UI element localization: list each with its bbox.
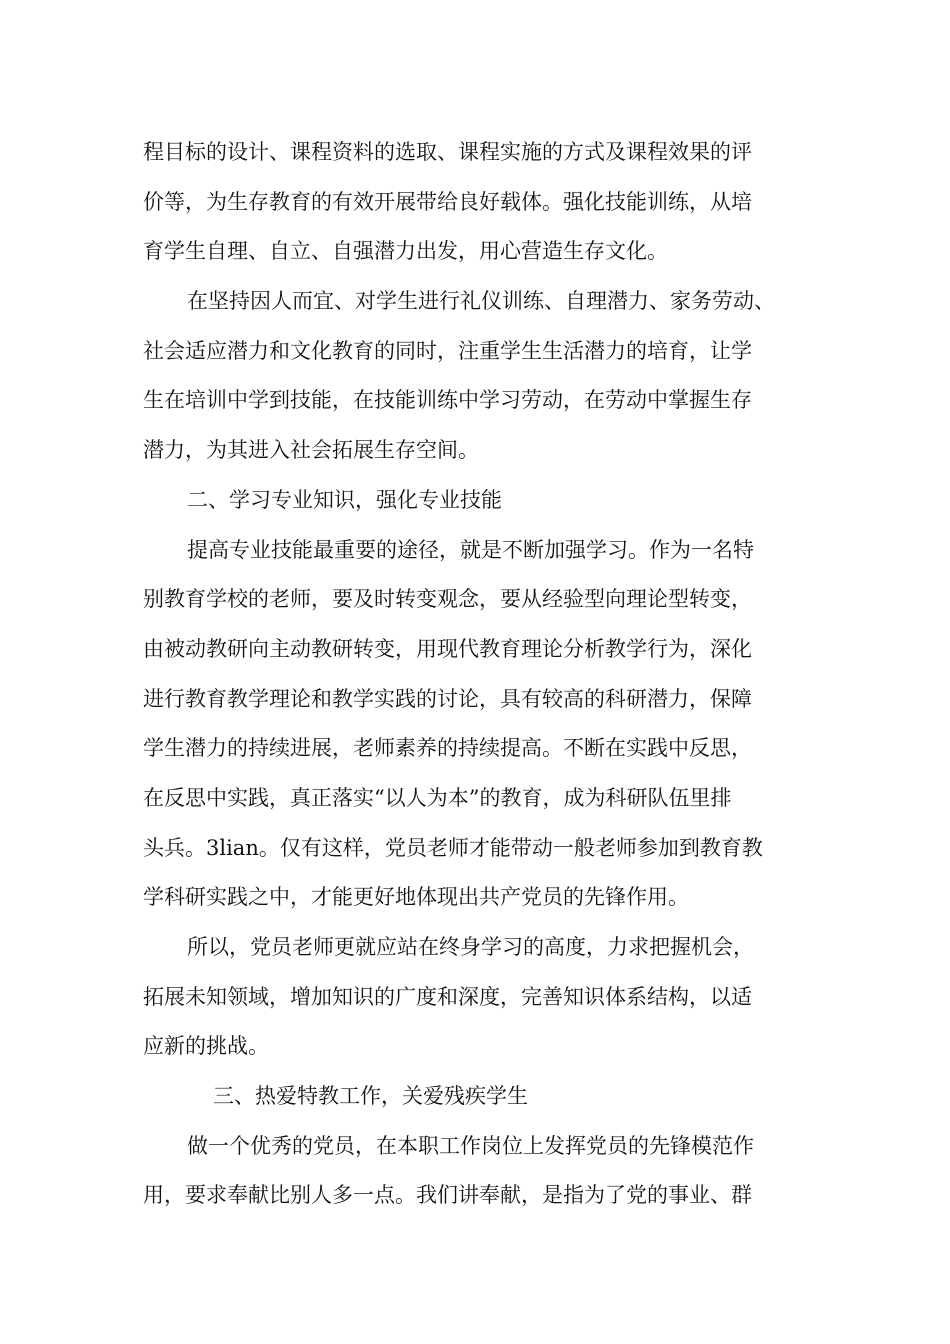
text-line: 在坚持因人而宜、对学生进行礼仪训练、自理潜力、家务劳动、 — [187, 289, 775, 314]
text-line: 学生潜力的持续进展，老师素养的持续提高。不断在实践中反思， — [143, 736, 752, 761]
text-line: 程目标的设计、课程资料的选取、课程实施的方式及课程效果的评 — [143, 140, 752, 164]
text-line: 应新的挑战。 — [143, 1034, 269, 1059]
text-line: 三、热爱特教工作，关爱残疾学生 — [213, 1084, 528, 1109]
text-line: 价等，为生存教育的有效开展带给良好载体。强化技能训练，从培 — [143, 189, 752, 214]
document-body — [143, 128, 833, 1221]
text-line: 生在培训中学到技能，在技能训练中学习劳动，在劳动中掌握生存 — [143, 388, 752, 413]
text-line: 社会适应潜力和文化教育的同时，注重学生生活潜力的培育，让学 — [143, 338, 752, 363]
text-line: 别教育学校的老师，要及时转变观念，要从经验型向理论型转变， — [143, 587, 752, 612]
text-line: 用，要求奉献比别人多一点。我们讲奉献，是指为了党的事业、群 — [143, 1183, 752, 1208]
text-line: 在反思中实践，真正落实“以人为本”的教育，成为科研队伍里排 — [143, 785, 732, 810]
text-line: 做一个优秀的党员，在本职工作岗位上发挥党员的先锋模范作 — [187, 1133, 754, 1158]
text-line: 潜力，为其进入社会拓展生存空间。 — [143, 438, 479, 463]
text-line: 二、学习专业知识，强化专业技能 — [187, 487, 502, 512]
text-line: 所以，党员老师更就应站在终身学习的高度，力求把握机会， — [187, 935, 754, 959]
text-line: 进行教育教学理论和教学实践的讨论，具有较高的科研潜力，保障 — [143, 686, 752, 711]
text-line: 头兵。3lian。仅有这样，党员老师才能带动一般老师参加到教育教 — [143, 835, 763, 860]
text-line: 育学生自理、自立、自强潜力出发，用心营造生存文化。 — [143, 239, 668, 264]
text-line: 学科研实践之中，才能更好地体现出共产党员的先锋作用。 — [143, 885, 689, 910]
text-line: 由被动教研向主动教研转变，用现代教育理论分析教学行为，深化 — [143, 636, 752, 661]
text-line: 拓展未知领域，增加知识的广度和深度，完善知识体系结构，以适 — [143, 984, 752, 1009]
text-line: 提高专业技能最重要的途径，就是不断加强学习。作为一名特 — [187, 537, 754, 562]
